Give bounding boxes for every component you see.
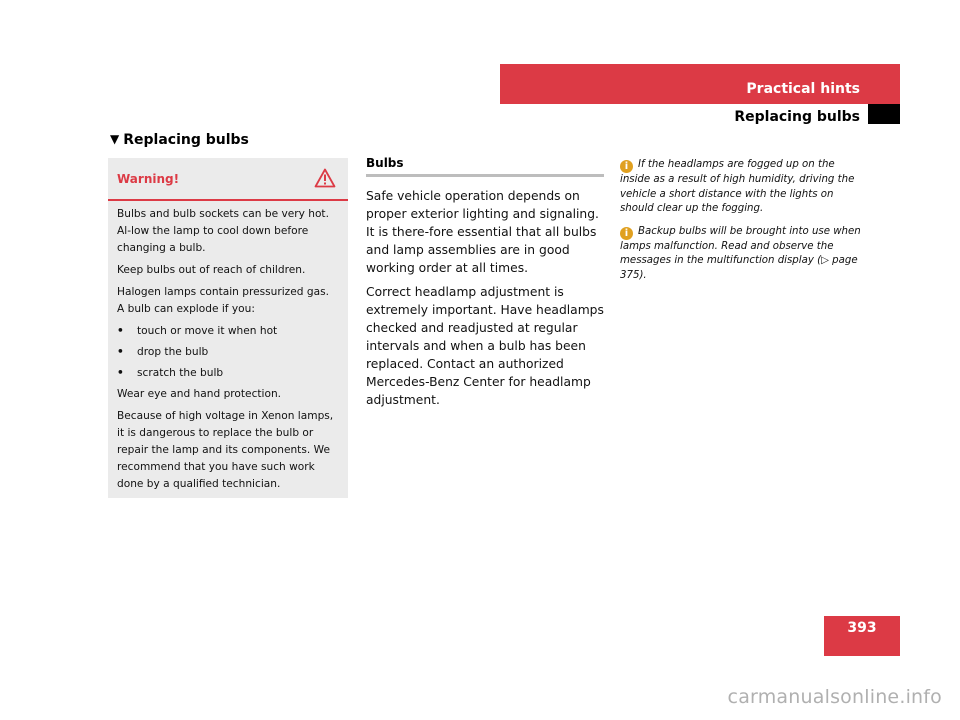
bulbs-paragraph: Safe vehicle operation depends on proper exterior lighting and signaling. It is there-fore essential that all bulbs and lamp assemblies are in good working order at all times. — [366, 189, 599, 275]
section-heading-text: Replacing bulbs — [123, 132, 249, 148]
info-note — [620, 225, 864, 284]
info-note — [620, 158, 864, 217]
warning-bullet-text: scratch the bulb — [137, 367, 224, 379]
info-notes — [620, 158, 864, 291]
section-heading — [110, 132, 249, 148]
info-icon: i — [620, 160, 633, 173]
page-number-box — [824, 616, 900, 656]
warning-box — [108, 158, 348, 498]
chapter-title: Practical hints — [746, 81, 860, 97]
warning-title: Warning! — [117, 172, 180, 186]
warning-bullet-text: touch or move it when hot — [137, 325, 278, 337]
watermark: carmanualsonline.info — [727, 686, 942, 708]
warning-paragraph: Halogen lamps contain pressurized gas. — [117, 286, 329, 298]
section-tab-marker — [868, 104, 900, 124]
bulbs-paragraph: Correct headlamp adjustment is extremely important. Have headlamps checked and readjusted at regular intervals and when a bulb has been replaced. Contact an authorized Mercedes-Benz Center for headlamp adjustment. — [366, 285, 604, 407]
section-subtitle: Replacing bulbs — [734, 109, 860, 125]
warning-paragraph: Keep bulbs out of reach of children. — [117, 264, 306, 276]
warning-body — [117, 206, 343, 498]
warning-bullet: • touch or move it when hot — [117, 325, 278, 337]
warning-paragraph: Because of high voltage in Xenon lamps, it is dangerous to replace the bulb or repair the lamp and its components. We recommend that you have such work done by a qualified technician. — [117, 410, 334, 490]
warning-paragraph: Wear eye and hand protection. — [117, 388, 282, 400]
warning-header — [108, 158, 348, 201]
chapter-header-band — [500, 64, 900, 104]
info-note-text: Backup bulbs will be brought into use when lamps malfunction. Read and observe the messages in the multifunction display (▷ page 375). — [620, 225, 861, 281]
warning-triangle-icon — [314, 168, 336, 192]
bulbs-divider — [366, 174, 604, 177]
warning-paragraph: A bulb can explode if you: — [117, 303, 255, 315]
info-icon: i — [620, 227, 633, 240]
warning-bullet: • scratch the bulb — [117, 367, 224, 379]
bulbs-body — [366, 187, 606, 415]
bulbs-heading: Bulbs — [366, 156, 404, 170]
page-number: 393 — [847, 620, 877, 636]
info-note-text: If the headlamps are fogged up on the inside as a result of high humidity, driving the vehicle a short distance with the lights on should clear up the fogging. — [620, 159, 855, 214]
warning-bullet-text: drop the bulb — [137, 346, 209, 358]
warning-bullet: • drop the bulb — [117, 346, 209, 358]
warning-paragraph: Bulbs and bulb sockets can be very hot. Al-low the lamp to cool down before changing a bulb. — [117, 208, 329, 254]
triangle-down-icon: ▼ — [110, 132, 120, 146]
